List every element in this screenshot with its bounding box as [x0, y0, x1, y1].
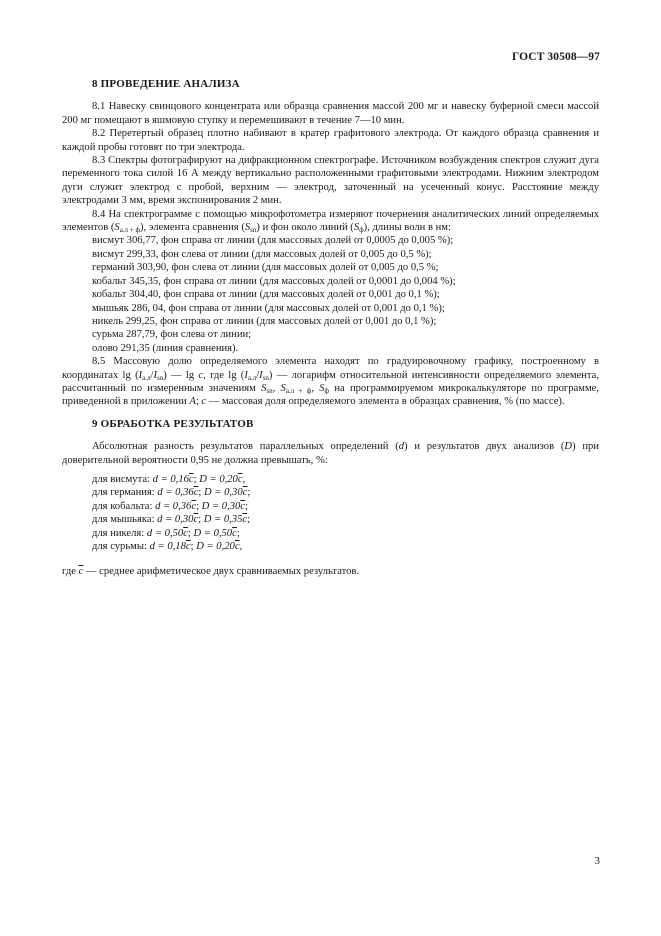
paragraph-8-3: 8.3 Спектры фотографируют на дифракционном спектрографе. Источником возбуждения спектров служит дуга переменного тока силой 16 А между вертикально расположенными графитовыми электродами. Нижним электродом дуги служит электрод с пробой, верхним — электрод, заточенный на усеченный конус. Расстояние между электродами 3 мм, время экспонирования 2 мин. [62, 155, 599, 207]
paragraph-8-2: 8.2 Перетертый образец плотно набивают в кратер графитового электрода. От каждого образца сравнения и каждой пробы готовят по три электрода. [62, 128, 599, 153]
wavelength-line: никель 299,25, фон справа от линии (для массовых долей от 0,001 до 0,1 %); [92, 315, 437, 327]
paragraph-8-4: 8.4 На спектрограмме с помощью микрофотометра измеряют почернения аналитических линий определяемых элементов $(S_{а.л + ф})$, элемента сравнения $(S_{sn})$ и фон около линий $(S_ф)$, длины волн в нм: [62, 208, 599, 235]
formula-bismuth: для висмута: $d = 0,16\overline{c}$; $D = 0,20\overline{c}$, [92, 473, 246, 485]
wavelength-line: мышьяк 286, 04, фон справа от линии (для массовых долей от 0,001 до 0,1 %); [92, 302, 445, 314]
wavelength-line: кобальт 304,40, фон справа от линии (для массовых долей от 0,001 до 0,1 %); [92, 289, 440, 301]
formula-antimony: для сурьмы: $d = 0,18\overline{c}$; $D = 0,20\overline{c}$, [92, 541, 243, 552]
paragraph-8-1: 8.1 Навеску свинцового концентрата или образца сравнения массой 200 мг и навеску буферной смеси массой 200 мг помещают в яшмовую ступку и перемешивают в течение 7—10 мин. [62, 101, 599, 126]
wavelength-line: олово 291,35 (линия сравнения). [92, 342, 239, 354]
paragraph-8-5: 8.5 Массовую долю определяемого элемента находят по градуировочному графику, построенному в координатах $\lg (I_{а.л}/I_{sn})$ — lg c, где $\lg (I_{а.л}/I_{sn})$ — логарифм относительной интенсивности определяемого элемента, рассчитанный по измеренным значениям $S_{sn}$, $S_{а.л + ф}$, $S_ф$ на программируемом микрокалькуляторе по программе, приведенной в приложении А; c — массовая доля определяемого элемента в образцах сравнения, % (по массе). [62, 356, 600, 408]
wavelength-line: германий 303,90, фон слева от линии (для массовых долей от 0,005 до 0,5 %; [92, 262, 439, 274]
wavelength-line: кобальт 345,35, фон справа от линии (для массовых долей от 0,0001 до 0,004 %); [92, 275, 456, 287]
formula-nickel: для никеля: $d = 0,50\overline{c}$; $D = 0,50\overline{c}$; [92, 527, 240, 539]
section-8-title: 8 ПРОВЕДЕНИЕ АНАЛИЗА [92, 78, 240, 90]
formula-cobalt: для кобальта: $d = 0,36\overline{c}$; $D = 0,30\overline{c}$; [92, 500, 248, 512]
paragraph-9-tolerance: Абсолютная разность результатов параллельных определений (d) и результатов двух анализов (D) при доверительной вероятности 0,95 не должна превышать, %: [62, 441, 599, 466]
where-clause: где $\overline{c}$ — среднее арифметическое двух сравниваемых результатов. [62, 566, 360, 578]
wavelength-line: сурьма 287,79, фон слева от линии; [92, 329, 252, 341]
formula-arsenic: для мышьяка: $d = 0,30\overline{c}$; $D = 0,35\overline{c}$; [92, 514, 251, 526]
page-content [62, 78, 599, 579]
wavelength-line: висмут 299,33, фон слева от линии (для массовых долей от 0,005 до 0,5 %); [92, 248, 432, 260]
document-code: ГОСТ 30508—97 [511, 51, 600, 63]
wavelength-line: висмут 306,77, фон справа от линии (для массовых долей от 0,0005 до 0,005 %); [92, 235, 454, 247]
formula-germanium: для германия: $d = 0,36\overline{c}$; $D = 0,30\overline{c}$; [92, 487, 251, 499]
section-9-title: 9 ОБРАБОТКА РЕЗУЛЬТАТОВ [92, 417, 254, 430]
page-number: 3 [594, 855, 600, 867]
